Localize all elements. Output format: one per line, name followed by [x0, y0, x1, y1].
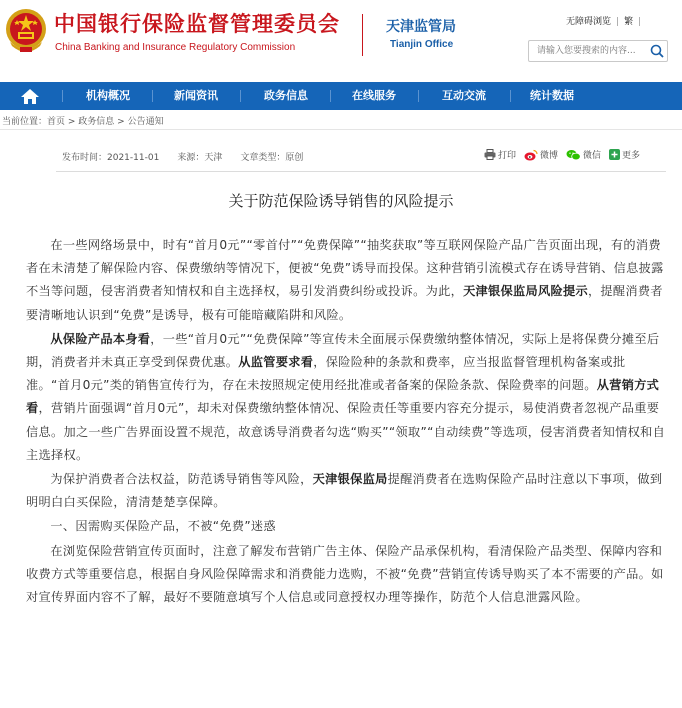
paragraph-text: 在一些网络场景中，时有“首月0元”“零首付”“免费保障”“抽奖获取”等互联网保险产品广告页面出现，有的消费者在未清楚了解保险内容、保费缴纳等情况下，便被“免费”诱导而投保。这种营销引流模式存在诱导营销、信息披露不当等问题，侵害消费者知情权和自主选择权，易引发消费纠纷或投诉。为此，: [26, 238, 664, 299]
bold-phrase: 天津银保监局: [312, 472, 388, 487]
traditional-chinese-link[interactable]: 繁: [624, 17, 634, 27]
paragraph: 在浏览保险营销宣传页面时，注意了解发布营销广告主体、保险产品承保机构，看清保险产品类型、保障内容和收费方式等重要信息，根据自身风险保障需求和消费能力选购，不被“免费”营销宣传诱导购买了本不需要的产品。如对宣传界面内容不了解，最好不要随意填写个人信息或同意授权办理等操作，防范个人信息泄露风险。: [26, 543, 664, 605]
nav-separator: [418, 90, 419, 102]
accessibility-link[interactable]: 无障碍浏览: [566, 17, 612, 27]
more-share-button[interactable]: [609, 148, 640, 161]
print-icon: [484, 149, 496, 160]
paragraph-text: ，保险险种的条款和费率，应当报监督管理机构备案或批准。“首月0元”类的销售宣传行为，存在未按照规定使用经批准或者备案的保险条款、保险费率的问题。: [26, 355, 626, 393]
paragraph: [26, 328, 668, 467]
breadcrumb-government-info[interactable]: 政务信息: [78, 117, 115, 127]
top-link-separator: |: [638, 17, 642, 27]
breadcrumb-announcements[interactable]: 公告通知: [127, 117, 164, 127]
nav-item-news[interactable]: 新闻资讯: [174, 89, 218, 102]
paragraph-text: 为保护消费者合法权益，防范诱导销售等风险，: [50, 472, 313, 487]
breadcrumb-home[interactable]: 首页: [47, 117, 66, 127]
paragraph: [26, 234, 668, 327]
breadcrumb: [2, 114, 164, 127]
section-heading: 一、因需购买保险产品，不被“免费”迷惑: [50, 519, 276, 534]
weibo-label: 微博: [540, 151, 559, 161]
paragraph-text: ，营销片面强调“首月0元”，却未对保费缴纳整体情况、保险责任等重要内容充分提示，易使消费者忽视产品重要信息。加之一些广告界面设置不规范，故意诱导消费者勾选“购买”“领取”“自动续费”等选项，侵害消费者知情权和自主选择权。: [26, 401, 666, 462]
print-button[interactable]: [484, 148, 516, 161]
article-meta: [62, 150, 303, 163]
search-box: [528, 40, 668, 62]
nav-separator: [240, 90, 241, 102]
weibo-share-button[interactable]: [524, 148, 558, 161]
search-input[interactable]: [529, 41, 647, 61]
nav-item-online-service[interactable]: 在线服务: [352, 89, 396, 102]
office-name-cn: 天津监管局: [386, 19, 456, 35]
main-nav: [0, 82, 682, 110]
search-icon[interactable]: [649, 43, 665, 59]
bold-phrase: 从营销方式看: [26, 378, 660, 416]
bold-phrase: 天津银保监局风险提示: [463, 284, 588, 299]
breadcrumb-separator: >: [65, 117, 79, 127]
org-name-en: China Banking and Insurance Regulatory Commission: [55, 42, 296, 53]
article-body: [26, 234, 668, 610]
article-source: 来源：天津: [177, 153, 223, 163]
wechat-share-button[interactable]: [566, 148, 601, 161]
nav-item-interaction[interactable]: 互动交流: [442, 89, 486, 102]
wechat-label: 微信: [583, 151, 602, 161]
weibo-icon: [524, 149, 538, 161]
breadcrumb-label: 当前位置：: [2, 117, 48, 127]
print-label: 打印: [498, 151, 517, 161]
bold-phrase: 从保险产品本身看: [50, 331, 151, 346]
top-links: [566, 14, 646, 27]
paragraph-text: ，提醒消费者要清晰地认识到“免费”是诱导，极有可能暗藏陷阱和风险。: [26, 284, 663, 322]
org-name-cn: 中国银行保险监督管理委员会: [54, 12, 340, 36]
breadcrumb-divider: [0, 129, 682, 130]
national-emblem-icon: [4, 6, 48, 56]
nav-item-government-info[interactable]: 政务信息: [264, 89, 308, 102]
meta-divider: [56, 171, 666, 172]
share-bar: [484, 148, 648, 161]
site-header: [0, 0, 682, 80]
nav-separator: [62, 90, 63, 102]
top-link-separator: |: [616, 17, 620, 27]
nav-item-statistics[interactable]: 统计数据: [530, 89, 574, 102]
office-name-en: Tianjin Office: [390, 39, 454, 50]
bold-phrase: 从监管要求看: [238, 355, 314, 370]
breadcrumb-separator: >: [114, 117, 128, 127]
more-label: 更多: [622, 151, 641, 161]
paragraph: [26, 468, 668, 514]
paragraph-text: ，一些“首月0元”“免费保障”等宣传未全面展示保费缴纳整体情况，实际上是将保费分摊至后期，消费者并未真正享受到保费优惠。: [26, 331, 660, 370]
nav-separator: [330, 90, 331, 102]
nav-separator: [152, 90, 153, 102]
nav-item-about[interactable]: 机构概况: [86, 89, 130, 102]
article-type: 文章类型：原创: [240, 153, 304, 163]
paragraph-text: 提醒消费者在选购保险产品时注意以下事项，做到明明白白买保险，清清楚楚享保障。: [26, 472, 663, 510]
wechat-icon: [566, 149, 581, 161]
article-title: 关于防范保险诱导销售的风险提示: [228, 192, 454, 210]
header-divider: [362, 14, 363, 56]
nav-separator: [510, 90, 511, 102]
plus-icon: [609, 149, 620, 160]
publish-date: 发布时间：2021-11-01: [62, 153, 160, 163]
home-icon[interactable]: [16, 86, 44, 106]
